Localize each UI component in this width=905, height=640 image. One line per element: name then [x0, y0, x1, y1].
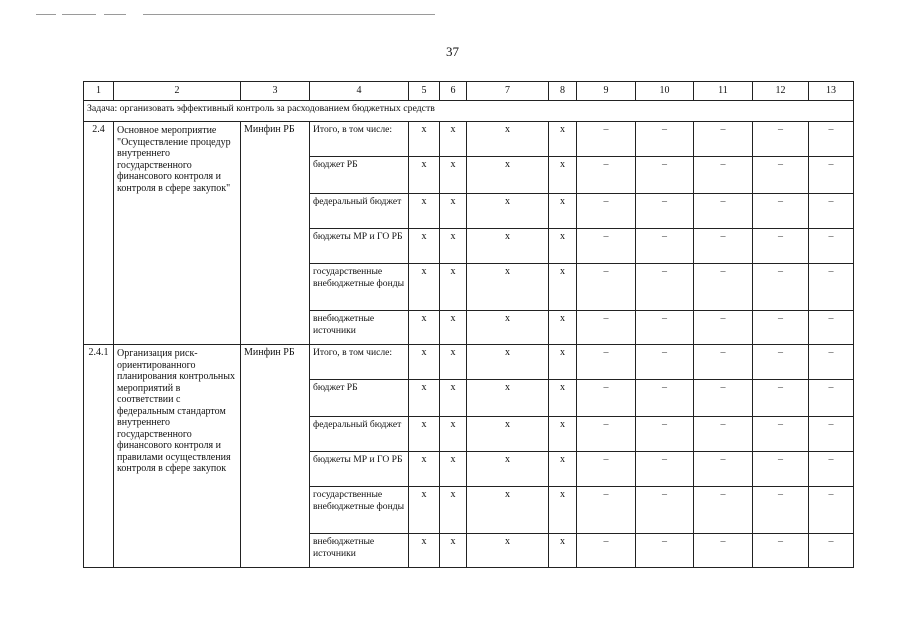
dash-cell: – [753, 157, 809, 194]
dash-cell: – [753, 417, 809, 452]
funding-source-cell: федеральный бюджет [310, 194, 409, 229]
dash-cell: – [694, 380, 753, 417]
column-number-cell: 5 [409, 82, 440, 101]
dash-cell: – [809, 311, 854, 345]
column-number-cell: 1 [84, 82, 114, 101]
mark-cell: x [440, 229, 467, 264]
column-number-row [84, 82, 854, 101]
dash-cell: – [753, 264, 809, 311]
dash-cell: – [809, 534, 854, 568]
executor-cell: Минфин РБ [241, 122, 310, 345]
mark-cell: x [409, 264, 440, 311]
mark-cell: x [440, 534, 467, 568]
dash-cell: – [636, 534, 694, 568]
dash-cell: – [753, 487, 809, 534]
dash-cell: – [753, 311, 809, 345]
dash-cell: – [577, 487, 636, 534]
column-number-cell: 8 [549, 82, 577, 101]
dash-cell: – [636, 157, 694, 194]
mark-cell: x [549, 194, 577, 229]
mark-cell: x [467, 264, 549, 311]
dash-cell: – [636, 229, 694, 264]
scan-artifact-line [104, 14, 126, 15]
mark-cell: x [467, 157, 549, 194]
dash-cell: – [809, 417, 854, 452]
mark-cell: x [549, 380, 577, 417]
page-number: 37 [446, 44, 459, 59]
dash-cell: – [753, 534, 809, 568]
funding-source-cell: внебюджетные источники [310, 311, 409, 345]
mark-cell: x [467, 534, 549, 568]
dash-cell: – [694, 122, 753, 157]
mark-cell: x [440, 194, 467, 229]
mark-cell: x [467, 345, 549, 380]
funding-source-cell: государственные внебюджетные фонды [310, 264, 409, 311]
dash-cell: – [577, 194, 636, 229]
budget-table [83, 81, 854, 568]
row-number-cell: 2.4.1 [84, 345, 114, 568]
mark-cell: x [440, 157, 467, 194]
dash-cell: – [694, 157, 753, 194]
dash-cell: – [694, 417, 753, 452]
mark-cell: x [440, 311, 467, 345]
dash-cell: – [809, 229, 854, 264]
mark-cell: x [409, 380, 440, 417]
column-number-cell: 3 [241, 82, 310, 101]
table-row [84, 122, 854, 157]
mark-cell: x [467, 194, 549, 229]
dash-cell: – [753, 229, 809, 264]
dash-cell: – [753, 452, 809, 487]
dash-cell: – [753, 194, 809, 229]
dash-cell: – [694, 534, 753, 568]
mark-cell: x [409, 157, 440, 194]
dash-cell: – [577, 264, 636, 311]
mark-cell: x [549, 122, 577, 157]
scan-artifact-line [62, 14, 96, 15]
dash-cell: – [636, 487, 694, 534]
dash-cell: – [636, 194, 694, 229]
executor-cell: Минфин РБ [241, 345, 310, 568]
dash-cell: – [636, 452, 694, 487]
scan-artifact-line [143, 14, 435, 15]
dash-cell: – [753, 122, 809, 157]
mark-cell: x [549, 345, 577, 380]
dash-cell: – [753, 380, 809, 417]
table-row [84, 345, 854, 380]
dash-cell: – [577, 229, 636, 264]
dash-cell: – [809, 122, 854, 157]
dash-cell: – [809, 345, 854, 380]
dash-cell: – [694, 194, 753, 229]
column-number-cell: 7 [467, 82, 549, 101]
mark-cell: x [409, 122, 440, 157]
dash-cell: – [809, 487, 854, 534]
mark-cell: x [409, 345, 440, 380]
dash-cell: – [577, 345, 636, 380]
dash-cell: – [809, 264, 854, 311]
mark-cell: x [409, 452, 440, 487]
mark-cell: x [467, 380, 549, 417]
funding-source-cell: бюджет РБ [310, 157, 409, 194]
mark-cell: x [440, 452, 467, 487]
mark-cell: x [409, 417, 440, 452]
funding-source-cell: Итого, в том числе: [310, 345, 409, 380]
mark-cell: x [467, 417, 549, 452]
task-row [84, 101, 854, 122]
column-number-cell: 11 [694, 82, 753, 101]
funding-source-cell: бюджет РБ [310, 380, 409, 417]
dash-cell: – [636, 345, 694, 380]
dash-cell: – [694, 264, 753, 311]
mark-cell: x [549, 417, 577, 452]
mark-cell: x [549, 229, 577, 264]
dash-cell: – [753, 345, 809, 380]
mark-cell: x [467, 452, 549, 487]
mark-cell: x [440, 417, 467, 452]
dash-cell: – [809, 194, 854, 229]
funding-source-cell: Итого, в том числе: [310, 122, 409, 157]
funding-source-cell: государственные внебюджетные фонды [310, 487, 409, 534]
mark-cell: x [467, 229, 549, 264]
mark-cell: x [409, 229, 440, 264]
dash-cell: – [577, 157, 636, 194]
mark-cell: x [549, 487, 577, 534]
mark-cell: x [467, 311, 549, 345]
dash-cell: – [577, 417, 636, 452]
mark-cell: x [467, 487, 549, 534]
dash-cell: – [636, 417, 694, 452]
funding-source-cell: бюджеты МР и ГО РБ [310, 452, 409, 487]
column-number-cell: 12 [753, 82, 809, 101]
mark-cell: x [549, 264, 577, 311]
mark-cell: x [440, 264, 467, 311]
funding-source-cell: бюджеты МР и ГО РБ [310, 229, 409, 264]
mark-cell: x [467, 122, 549, 157]
activity-name-cell: Организация риск-ориентированного планирования контрольных мероприятий в соответствии с федеральным стандартом внутреннего государственного финансового контроля и правилами осуществления контроля в сфере закупок [114, 345, 241, 568]
mark-cell: x [440, 345, 467, 380]
column-number-cell: 2 [114, 82, 241, 101]
dash-cell: – [694, 345, 753, 380]
mark-cell: x [409, 311, 440, 345]
mark-cell: x [440, 122, 467, 157]
mark-cell: x [549, 452, 577, 487]
activity-name-cell: Основное мероприятие "Осуществление процедур внутреннего государственного финансового контроля и контроля в сфере закупок" [114, 122, 241, 345]
dash-cell: – [577, 311, 636, 345]
dash-cell: – [809, 380, 854, 417]
mark-cell: x [440, 380, 467, 417]
mark-cell: x [549, 534, 577, 568]
column-number-cell: 9 [577, 82, 636, 101]
task-cell: Задача: организовать эффективный контроль за расходованием бюджетных средств [84, 101, 854, 122]
dash-cell: – [636, 380, 694, 417]
mark-cell: x [409, 534, 440, 568]
funding-source-cell: федеральный бюджет [310, 417, 409, 452]
dash-cell: – [809, 452, 854, 487]
dash-cell: – [809, 157, 854, 194]
funding-source-cell: внебюджетные источники [310, 534, 409, 568]
mark-cell: x [549, 157, 577, 194]
dash-cell: – [694, 487, 753, 534]
dash-cell: – [577, 122, 636, 157]
column-number-cell: 6 [440, 82, 467, 101]
column-number-cell: 10 [636, 82, 694, 101]
mark-cell: x [409, 487, 440, 534]
mark-cell: x [440, 487, 467, 534]
dash-cell: – [636, 122, 694, 157]
dash-cell: – [694, 229, 753, 264]
dash-cell: – [694, 452, 753, 487]
row-number-cell: 2.4 [84, 122, 114, 345]
scan-artifact-line [36, 14, 56, 15]
dash-cell: – [694, 311, 753, 345]
dash-cell: – [577, 380, 636, 417]
column-number-cell: 13 [809, 82, 854, 101]
dash-cell: – [577, 452, 636, 487]
mark-cell: x [409, 194, 440, 229]
dash-cell: – [577, 534, 636, 568]
mark-cell: x [549, 311, 577, 345]
dash-cell: – [636, 311, 694, 345]
column-number-cell: 4 [310, 82, 409, 101]
dash-cell: – [636, 264, 694, 311]
